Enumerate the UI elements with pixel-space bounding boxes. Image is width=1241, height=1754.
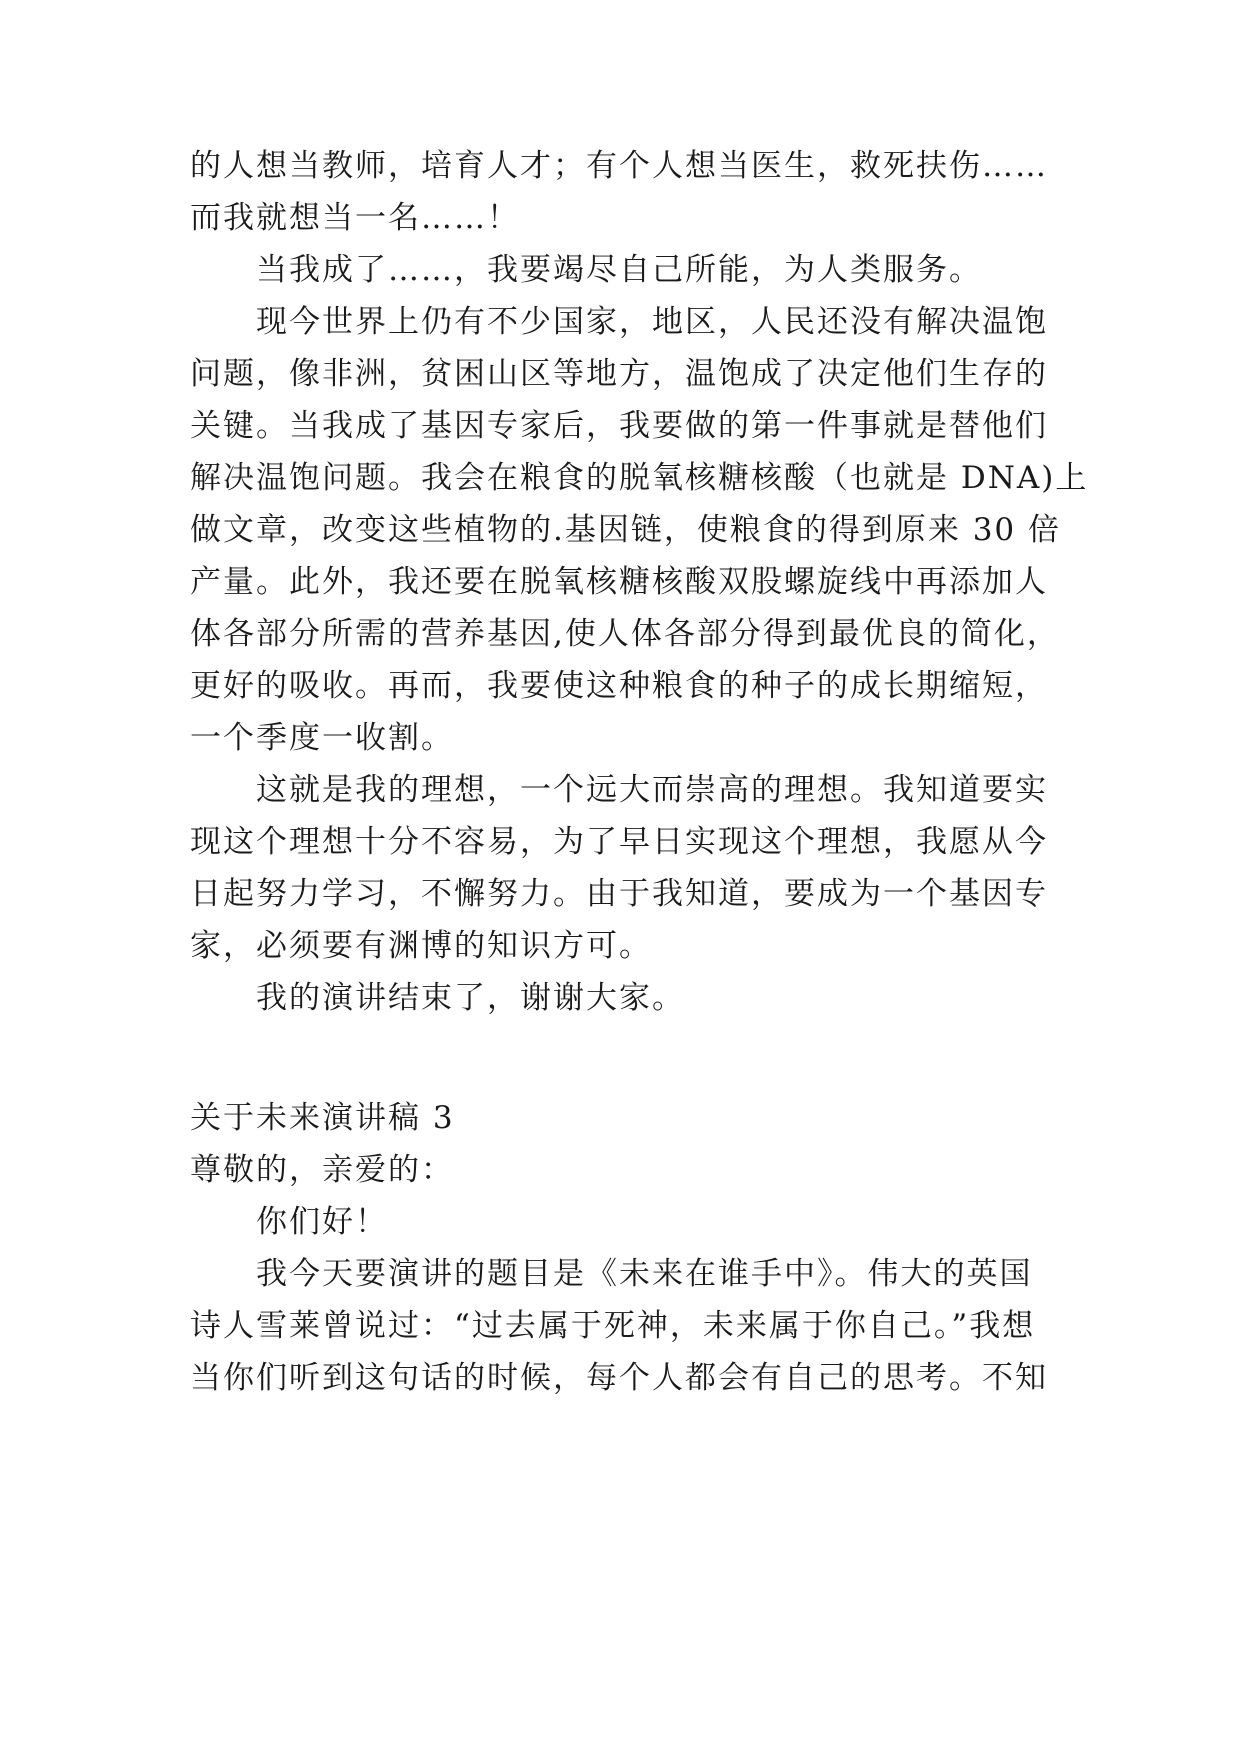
text-line: 当你们听到这句话的时候，每个人都会有自己的思考。不知 bbox=[190, 1360, 1048, 1396]
text-line: 关键。当我成了基因专家后，我要做的第一件事就是替他们 bbox=[190, 408, 1048, 444]
text-line: 日起努力学习，不懈努力。由于我知道，要成为一个基因专 bbox=[190, 876, 1048, 912]
text-line: 做文章，改变这些植物的.基因链，使粮食的得到原来 30 倍 bbox=[190, 512, 1062, 548]
text-line: 现这个理想十分不容易，为了早日实现这个理想，我愿从今 bbox=[190, 824, 1048, 860]
greeting: 你们好！ bbox=[256, 1204, 388, 1240]
text-line: 诗人雪莱曾说过：“过去属于死神，未来属于你自己。”我想 bbox=[190, 1308, 1036, 1344]
text-line: 的人想当教师，培育人才；有个人想当医生，救死扶伤…… bbox=[190, 148, 1048, 184]
paragraph-start-line: 当我成了……，我要竭尽自己所能，为人类服务。 bbox=[256, 252, 982, 288]
text-line: 更好的吸收。再而，我要使这种粮食的种子的成长期缩短， bbox=[190, 668, 1048, 704]
text-line: 解决温饱问题。我会在粮食的脱氧核糖核酸（也就是 DNA)上 bbox=[190, 460, 1089, 496]
text-line: 问题，像非洲，贫困山区等地方，温饱成了决定他们生存的 bbox=[190, 356, 1048, 392]
text-line: 体各部分所需的营养基因,使人体各部分得到最优良的简化， bbox=[190, 616, 1060, 652]
section-title: 关于未来演讲稿 3 bbox=[190, 1100, 455, 1136]
salutation: 尊敬的，亲爱的： bbox=[190, 1152, 454, 1188]
text-line: 而我就想当一名……！ bbox=[190, 200, 520, 236]
text-line: 家，必须要有渊博的知识方可。 bbox=[190, 928, 652, 964]
paragraph-start-line: 我的演讲结束了，谢谢大家。 bbox=[256, 980, 685, 1016]
paragraph-start-line: 现今世界上仍有不少国家，地区，人民还没有解决温饱 bbox=[256, 304, 1048, 340]
paragraph-start-line: 这就是我的理想，一个远大而崇高的理想。我知道要实 bbox=[256, 772, 1048, 808]
text-line: 产量。此外，我还要在脱氧核糖核酸双股螺旋线中再添加人 bbox=[190, 564, 1048, 600]
paragraph-start-line: 我今天要演讲的题目是《未来在谁手中》。伟大的英国 bbox=[256, 1256, 1033, 1292]
text-line: 一个季度一收割。 bbox=[190, 720, 454, 756]
